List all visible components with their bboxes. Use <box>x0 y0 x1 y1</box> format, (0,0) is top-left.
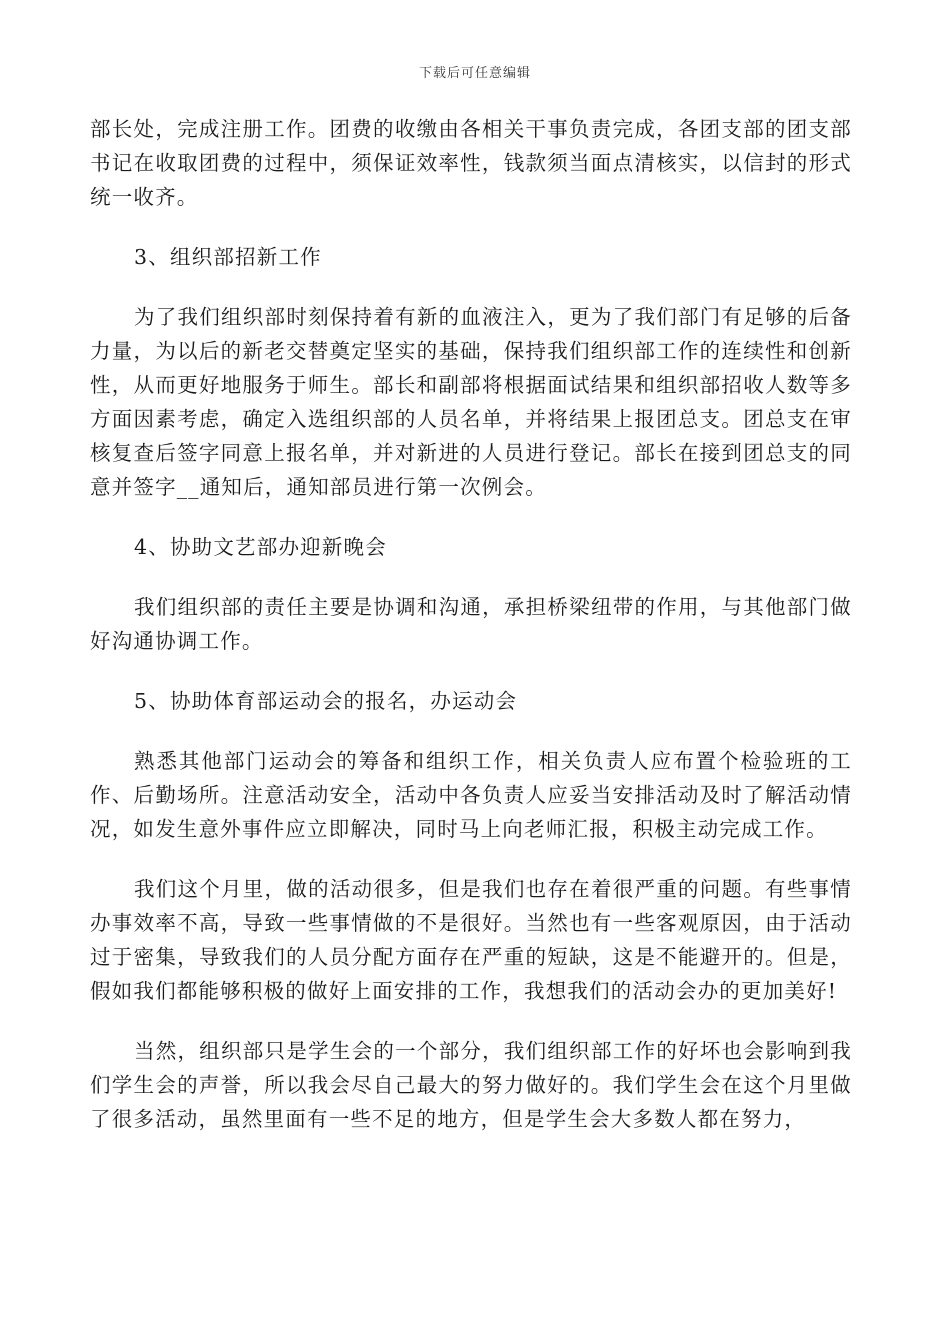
section-heading-sports-meet: 5、协助体育部运动会的报名，办运动会 <box>134 689 518 713</box>
paragraph-recruitment: 为了我们组织部时刻保持着有新的血液注入，更为了我们部门有足够的后备力量，为以后的新老交替奠定坚实的基础，保持我们组织部工作的连续性和创新性，从而更好地服务于师生。部长和副部将根据面试结果和组织部招收人数等多方面因素考虑，确定入选组织部的人员名单，并将结果上报团总支。团总支在审核复查后签字同意上报名单，并对新进的人员进行登记。部长在接到团总支的同意并签字__通知后，通知部员进行第一次例会。 <box>90 305 852 499</box>
paragraph-sports-meet: 熟悉其他部门运动会的筹备和组织工作，相关负责人应布置个检验班的工作、后勤场所。注意活动安全，活动中各负责人应妥当安排活动及时了解活动情况，如发生意外事件应立即解决，同时马上向老师汇报，积极主动完成工作。 <box>90 749 852 841</box>
section-heading-recruitment: 3、组织部招新工作 <box>134 245 322 269</box>
paragraph-monthly-reflection: 我们这个月里，做的活动很多，但是我们也存在着很严重的问题。有些事情办事效率不高，导致一些事情做的不是很好。当然也有一些客观原因，由于活动过于密集，导致我们的人员分配方面存在严重的短缺，这是不能避开的。但是，假如我们都能够积极的做好上面安排的工作，我想我们的活动会办的更加美好! <box>90 877 852 1003</box>
paragraph-student-union: 当然，组织部只是学生会的一个部分，我们组织部工作的好坏也会影响到我们学生会的声誉，所以我会尽自己最大的努力做好的。我们学生会在这个月里做了很多活动，虽然里面有一些不足的地方，但是学生会大多数人都在努力， <box>90 1039 852 1131</box>
paragraph-welcome-party: 我们组织部的责任主要是协调和沟通，承担桥梁纽带的作用，与其他部门做好沟通协调工作。 <box>90 595 852 653</box>
page-header: 下载后可任意编辑 <box>418 66 531 81</box>
document-body <box>90 112 852 1136</box>
section-heading-welcome-party: 4、协助文艺部办迎新晚会 <box>134 535 387 559</box>
paragraph-registration: 部长处，完成注册工作。团费的收缴由各相关干事负责完成，各团支部的团支部书记在收取团费的过程中，须保证效率性，钱款须当面点清核实，以信封的形式统一收齐。 <box>90 117 852 209</box>
